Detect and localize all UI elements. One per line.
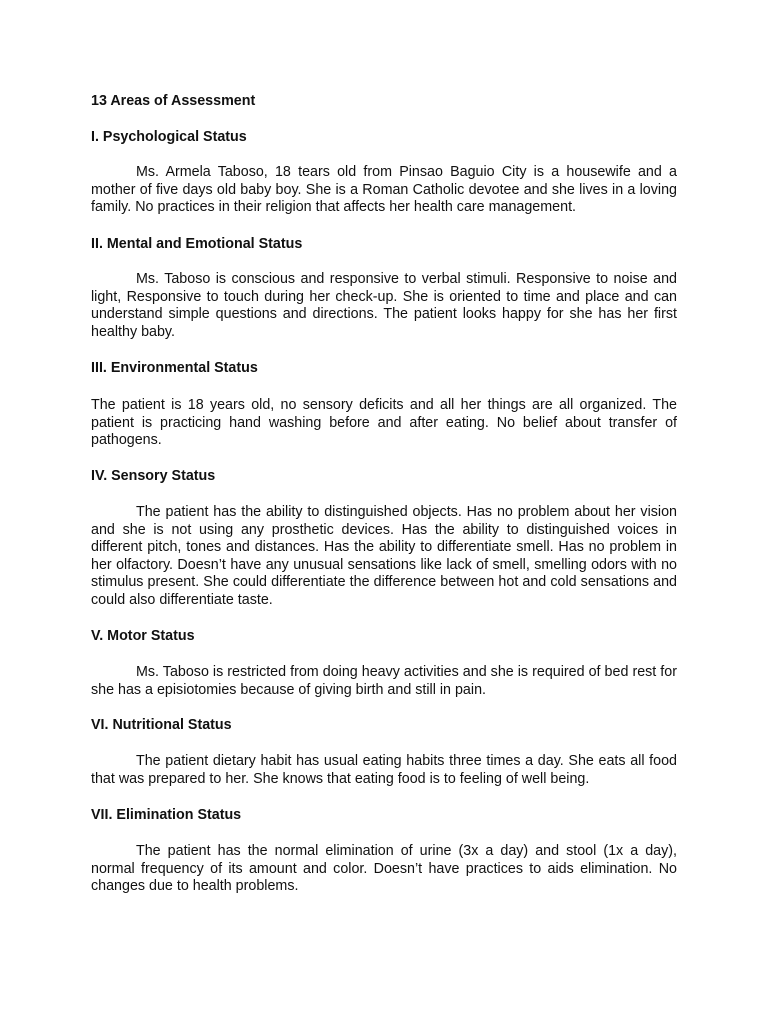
section-body-nutritional: The patient dietary habit has usual eating habits three times a day. She eats all food that was prepared to her. She knows that eating food is to feeling of well being. [91, 753, 677, 787]
document-title: 13 Areas of Assessment [91, 93, 256, 109]
section-body-mental-emotional: Ms. Taboso is conscious and responsive to verbal stimuli. Responsive to noise and light, Responsive to touch during her check-up. She is oriented to time and place and can understand simple questions and directions. The patient looks happy for she has her first healthy baby. [91, 271, 677, 340]
section-heading-elimination: VII. Elimination Status [91, 807, 242, 823]
section-heading-motor: V. Motor Status [91, 628, 195, 644]
section-heading-mental-emotional: II. Mental and Emotional Status [91, 236, 303, 252]
section-body-environmental: The patient is 18 years old, no sensory deficits and all her things are all organized. The patient is practicing hand washing before and after eating. No belief about transfer of pathogens. [91, 397, 677, 449]
section-heading-environmental: III. Environmental Status [91, 360, 258, 376]
section-heading-sensory: IV. Sensory Status [91, 468, 216, 484]
section-heading-nutritional: VI. Nutritional Status [91, 717, 232, 733]
section-body-motor: Ms. Taboso is restricted from doing heavy activities and she is required of bed rest for she has a episiotomies because of giving birth and still in pain. [91, 664, 677, 698]
section-body-elimination: The patient has the normal elimination of urine (3x a day) and stool (1x a day), normal frequency of its amount and color. Doesn’t have practices to aids elimination. No changes due to health problems. [91, 843, 677, 895]
section-body-sensory: The patient has the ability to distinguished objects. Has no problem about her vision and she is not using any prosthetic devices. Has the ability to distinguished voices in different pitch, tones and distances. Has the ability to differentiate smell. Has no problem in her olfactory. Doesn’t have any unusual sensations like lack of smell, smelling odors with no stimulus present. She could differentiate the difference between hot and cold sensations and could also differentiate taste. [91, 504, 677, 608]
section-heading-psychological: I. Psychological Status [91, 129, 247, 145]
section-body-psychological: Ms. Armela Taboso, 18 tears old from Pinsao Baguio City is a housewife and a mother of five days old baby boy. She is a Roman Catholic devotee and she lives in a loving family. No practices in their religion that affects her health care management. [91, 164, 677, 216]
